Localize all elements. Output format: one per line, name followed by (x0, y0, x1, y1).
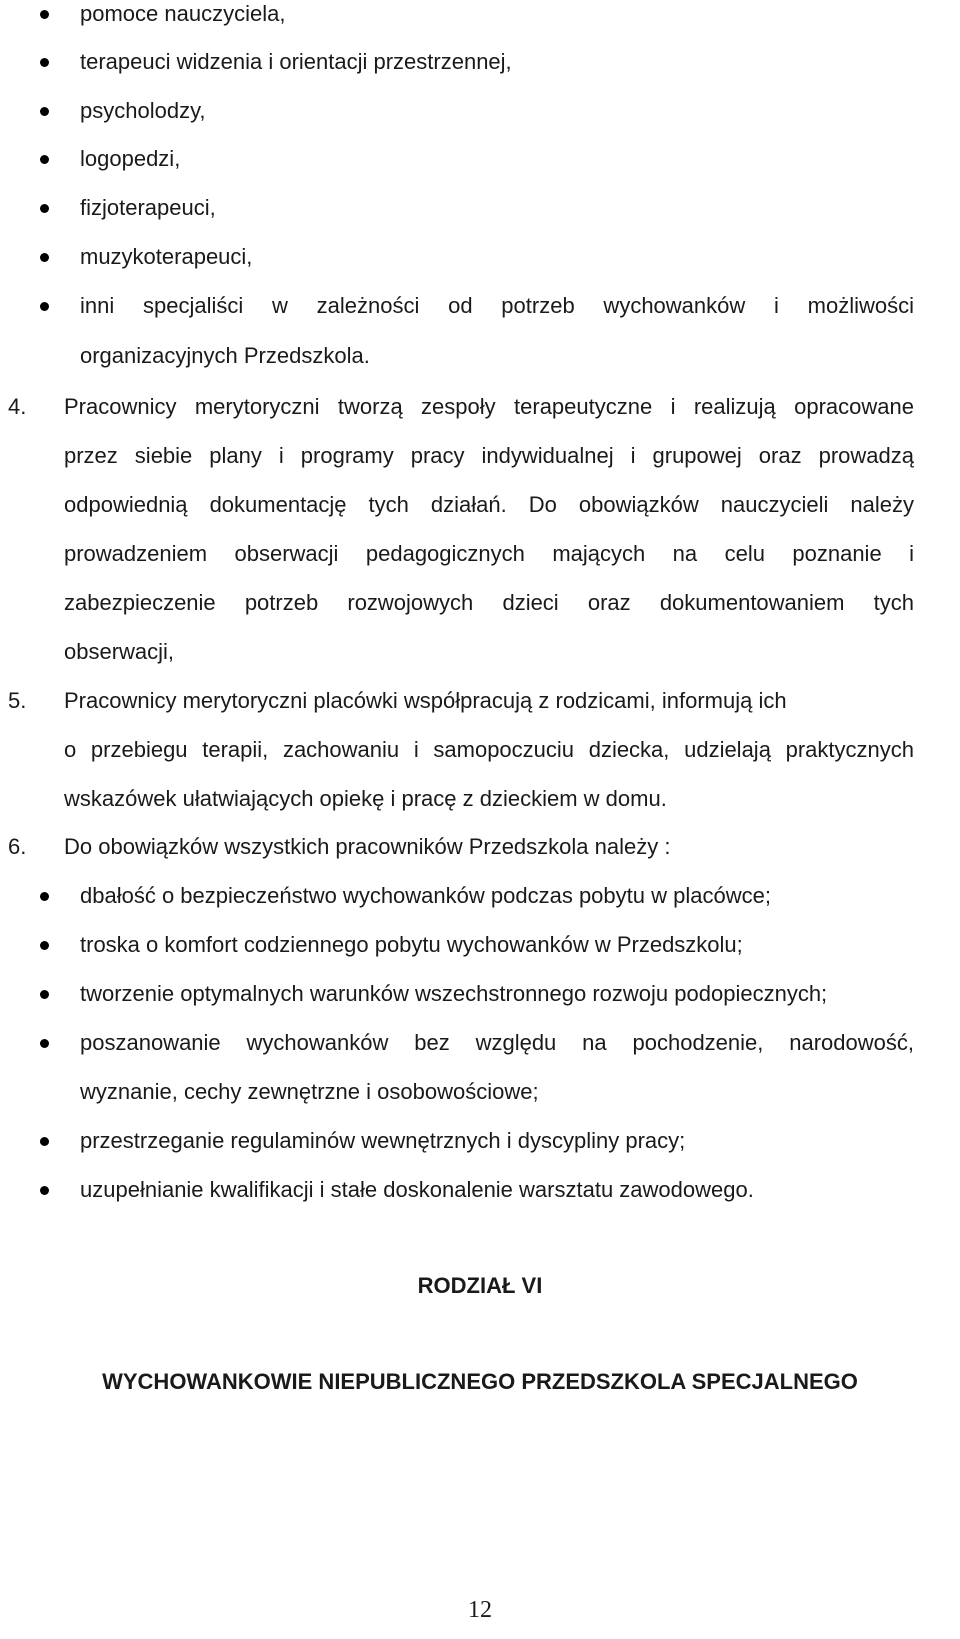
paragraph-line: Do obowiązków wszystkich pracowników Przedszkola należy : (64, 834, 671, 859)
list-item: pomoce nauczyciela, (80, 1, 286, 26)
list-item: poszanowanie wychowanków bez względu na pochodzenie, narodowość, (80, 1030, 914, 1055)
bullet-icon (40, 302, 49, 311)
list-item: tworzenie optymalnych warunków wszechstronnego rozwoju podopiecznych; (80, 981, 828, 1006)
list-item: przestrzeganie regulaminów wewnętrznych i dyscypliny pracy; (80, 1128, 686, 1153)
bullet-icon (40, 1186, 49, 1195)
chapter-title: RODZIAŁ VI (417, 1273, 543, 1298)
paragraph-line: przez siebie plany i programy pracy indywidualnej i grupowej oraz prowadzą (64, 443, 914, 468)
list-item-continuation: organizacyjnych Przedszkola. (80, 343, 370, 368)
list-item: psycholodzy, (80, 98, 206, 123)
paragraph-line: wskazówek ułatwiających opiekę i pracę z dzieckiem w domu. (64, 786, 667, 811)
list-item-continuation: wyznanie, cechy zewnętrzne i osobowościowe; (80, 1079, 539, 1104)
paragraph-line: odpowiednią dokumentację tych działań. Do obowiązków nauczycieli należy (64, 492, 914, 517)
item-number: 6. (8, 834, 27, 859)
list-item: muzykoterapeuci, (80, 244, 253, 269)
bullet-icon (40, 1039, 49, 1048)
bullet-icon (40, 892, 49, 901)
bullet-icon (40, 107, 49, 116)
list-item: inni specjaliści w zależności od potrzeb wychowanków i możliwości (80, 293, 914, 318)
paragraph-line: prowadzeniem obserwacji pedagogicznych mających na celu poznanie i (64, 541, 914, 566)
paragraph-line: Pracownicy merytoryczni tworzą zespoły terapeutyczne i realizują opracowane (64, 394, 914, 419)
paragraph-line: o przebiegu terapii, zachowaniu i samopoczuciu dziecka, udzielają praktycznych (64, 737, 914, 762)
list-item: fizjoterapeuci, (80, 195, 216, 220)
bullet-icon (40, 990, 49, 999)
list-item: logopedzi, (80, 146, 181, 171)
bullet-icon (40, 1137, 49, 1146)
paragraph-line: obserwacji, (64, 639, 175, 664)
list-item: terapeuci widzenia i orientacji przestrzennej, (80, 49, 512, 74)
bullet-icon (40, 155, 49, 164)
paragraph-line: zabezpieczenie potrzeb rozwojowych dzieci oraz dokumentowaniem tych (64, 590, 914, 615)
bullet-icon (40, 58, 49, 67)
bullet-icon (40, 204, 49, 213)
item-number: 4. (8, 394, 27, 419)
list-item: troska o komfort codziennego pobytu wychowanków w Przedszkolu; (80, 932, 743, 957)
item-number: 5. (8, 688, 27, 713)
bullet-icon (40, 941, 49, 950)
list-item: dbałość o bezpieczeństwo wychowanków podczas pobytu w placówce; (80, 883, 771, 908)
list-item: uzupełnianie kwalifikacji i stałe doskonalenie warsztatu zawodowego. (80, 1177, 754, 1202)
bullet-icon (40, 253, 49, 262)
page-number: 12 (468, 1597, 492, 1623)
paragraph-line: Pracownicy merytoryczni placówki współpracują z rodzicami, informują ich (64, 688, 787, 713)
bullet-icon (40, 10, 49, 19)
chapter-subtitle: WYCHOWANKOWIE NIEPUBLICZNEGO PRZEDSZKOLA SPECJALNEGO (102, 1369, 858, 1394)
